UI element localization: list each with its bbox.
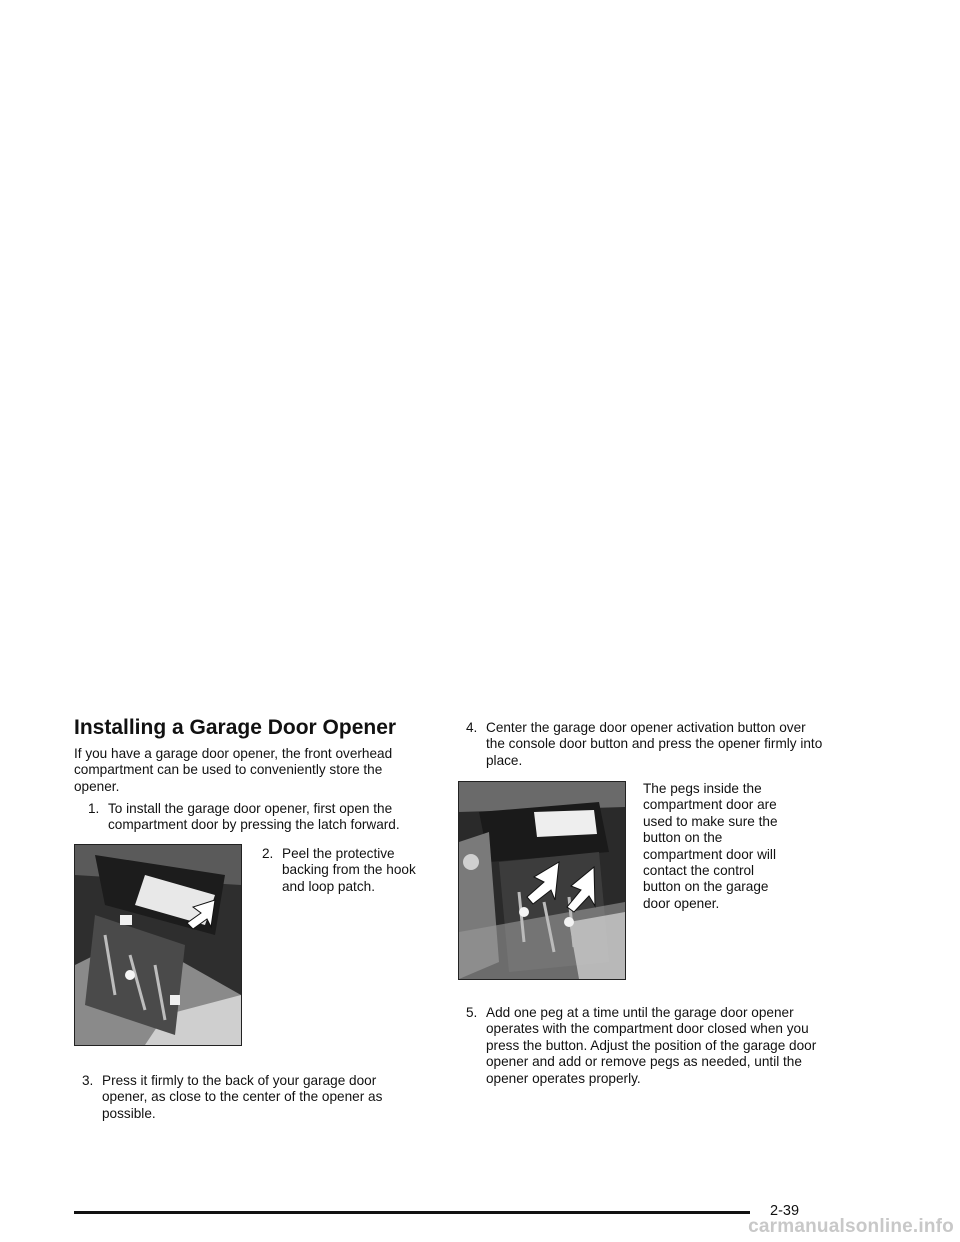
step-1-number: 1. — [88, 801, 100, 816]
step-1 — [88, 801, 418, 834]
page-number: 2-39 — [770, 1203, 800, 1219]
watermark: carmanualsonline.info — [748, 1216, 954, 1237]
step-5 — [466, 1005, 826, 1087]
step-3 — [82, 1073, 412, 1122]
step-1-text: To install the garage door opener, first open the compartment door by pressing the latch forward. — [108, 801, 400, 833]
step-5-text: Add one peg at a time until the garage door opener operates with the compartment door closed when you press the button. Adjust the position of the garage door opener and add or remove pegs as needed, until the opener operates properly. — [486, 1005, 817, 1086]
step-5-number: 5. — [466, 1005, 478, 1020]
step-4-text: Center the garage door opener activation button over the console door button and press the opener firmly into place. — [486, 720, 823, 768]
step-4 — [466, 720, 826, 769]
step-4-number: 4. — [466, 720, 478, 735]
intro-paragraph: If you have a garage door opener, the front overhead compartment can be used to conveniently store the opener. — [74, 746, 393, 794]
step-3-number: 3. — [82, 1073, 94, 1088]
step-2 — [262, 846, 422, 895]
compartment-patch-photo — [74, 844, 242, 1046]
step-2-text: Peel the protective backing from the hook and loop patch. — [282, 846, 416, 894]
section-heading: Installing a Garage Door Opener — [74, 716, 397, 739]
compartment-pegs-photo — [458, 781, 626, 980]
step-3-text: Press it firmly to the back of your garage door opener, as close to the center of the opener as possible. — [102, 1073, 383, 1121]
footer-rule — [74, 1211, 750, 1214]
pegs-note: The pegs inside the compartment door are used to make sure the button on the compartment door will contact the control button on the garage door opener. — [643, 781, 778, 911]
step-2-number: 2. — [262, 846, 274, 861]
